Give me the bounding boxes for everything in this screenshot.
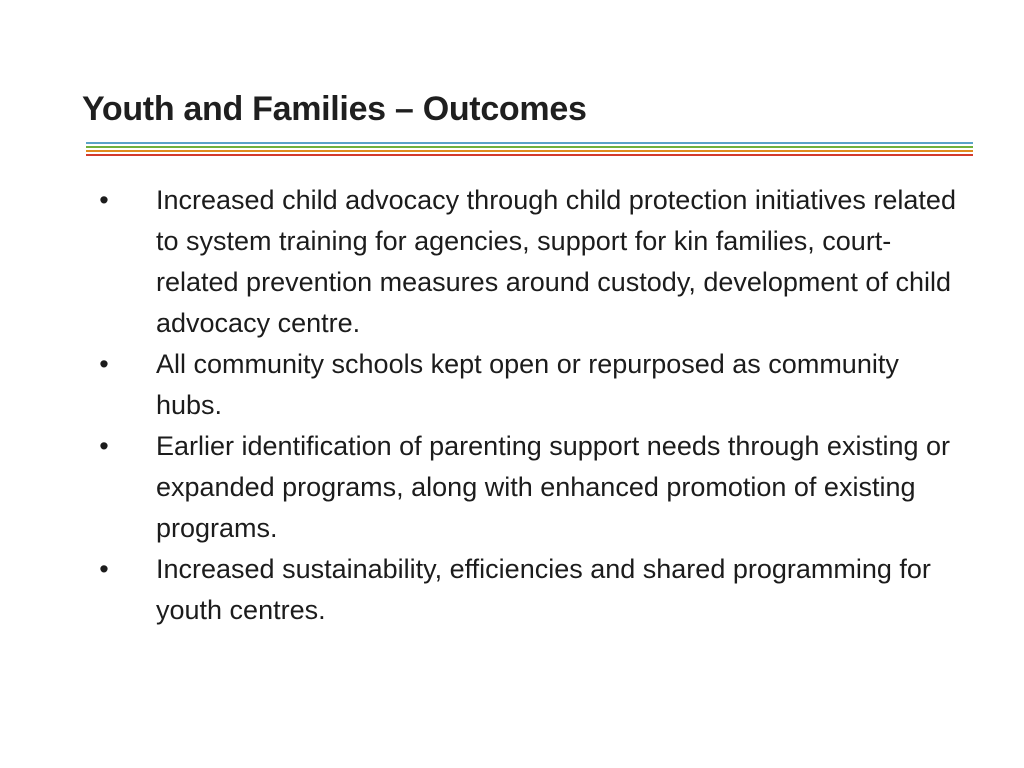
bullet-item [90,180,960,344]
bullet-text: Increased sustainability, efficiencies and shared programming for youth centres. [156,554,931,625]
bullet-icon: • [99,185,109,215]
bullet-item [90,426,960,549]
divider-line-orange [86,150,973,152]
bullet-icon: • [99,349,109,379]
bullet-text: All community schools kept open or repurposed as community hubs. [156,349,899,420]
slide-title: Youth and Families – Outcomes [82,90,587,128]
bullet-list [90,180,960,631]
bullet-icon: • [99,431,109,461]
bullet-text: Earlier identification of parenting support needs through existing or expanded programs, along with enhanced promotion of existing programs. [156,431,950,543]
bullet-item [90,344,960,426]
divider-line-blue [86,142,973,144]
bullet-item [90,549,960,631]
title-divider [86,142,973,156]
bullet-icon: • [99,554,109,584]
bullet-text: Increased child advocacy through child protection initiatives related to system training for agencies, support for kin families, court-related prevention measures around custody, development of child advocacy centre. [156,185,956,338]
divider-line-green [86,146,973,148]
divider-line-red [86,154,973,156]
